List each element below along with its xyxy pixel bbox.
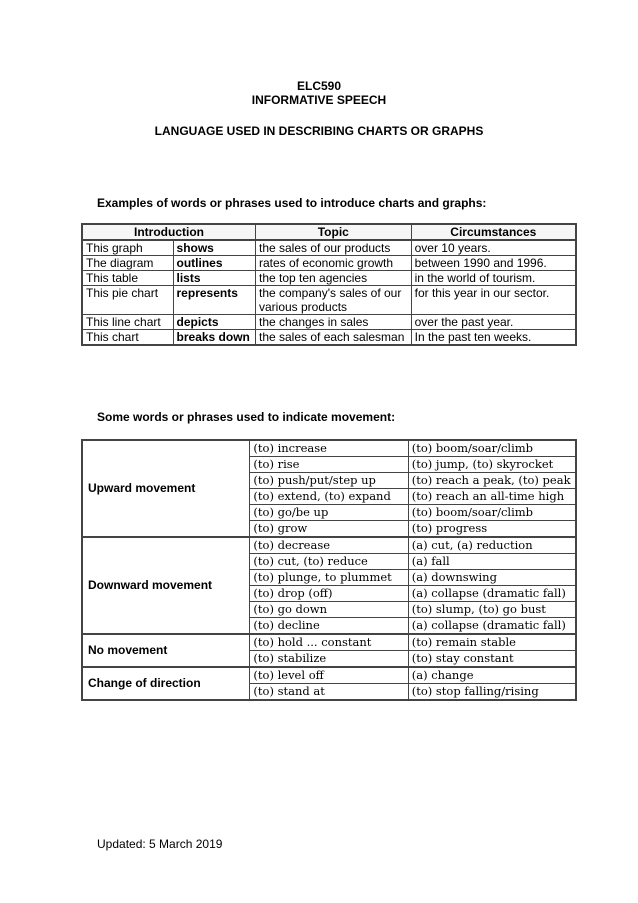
movement-term: (to) boom/soar/climb xyxy=(408,440,576,457)
movement-category-label: No movement xyxy=(82,634,250,667)
table-row xyxy=(82,256,576,271)
table-row xyxy=(82,240,576,256)
intro-verb-cell: shows xyxy=(173,240,255,256)
movement-term: (to) stabilize xyxy=(250,651,408,668)
intro-table xyxy=(81,223,577,346)
movement-term: (to) slump, (to) go bust xyxy=(408,602,576,618)
movement-term: (to) rise xyxy=(250,457,408,473)
intro-topic-cell: rates of economic growth xyxy=(255,256,411,271)
intro-table-header-row xyxy=(82,224,576,240)
column-header-circumstances: Circumstances xyxy=(411,224,576,240)
intro-circumstance-cell: for this year in our sector. xyxy=(411,286,576,315)
document-title: LANGUAGE USED IN DESCRIBING CHARTS OR GRAPHS xyxy=(154,124,484,138)
table-row xyxy=(82,634,576,651)
movement-term: (to) decrease xyxy=(250,537,408,554)
intro-topic-cell: the sales of each salesman xyxy=(255,330,411,346)
movement-term: (to) progress xyxy=(408,521,576,538)
movement-category-label: Change of direction xyxy=(82,667,250,700)
intro-verb-cell: depicts xyxy=(173,315,255,330)
intro-topic-cell: the sales of our products xyxy=(255,240,411,256)
movement-term: (to) push/put/step up xyxy=(250,473,408,489)
intro-verb-cell: breaks down xyxy=(173,330,255,346)
movement-term: (to) plunge, to plummet xyxy=(250,570,408,586)
movement-term: (to) go/be up xyxy=(250,505,408,521)
intro-verb-cell: lists xyxy=(173,271,255,286)
movement-term: (to) drop (off) xyxy=(250,586,408,602)
movement-term: (to) remain stable xyxy=(408,634,576,651)
movement-term: (to) stay constant xyxy=(408,651,576,668)
movement-term: (to) boom/soar/climb xyxy=(408,505,576,521)
movement-term: (to) jump, (to) skyrocket xyxy=(408,457,576,473)
intro-topic-cell: the company's sales of our various products xyxy=(255,286,411,315)
movement-term: (to) cut, (to) reduce xyxy=(250,554,408,570)
intro-circumstance-cell: In the past ten weeks. xyxy=(411,330,576,346)
intro-topic-cell: the top ten agencies xyxy=(255,271,411,286)
intro-subject-cell: This chart xyxy=(82,330,173,346)
course-code: ELC590 xyxy=(296,79,342,93)
table-row xyxy=(82,315,576,330)
table-row xyxy=(82,330,576,346)
movement-table xyxy=(81,439,577,701)
column-header-topic: Topic xyxy=(255,224,411,240)
table-row xyxy=(82,286,576,315)
movement-term: (to) reach an all-time high xyxy=(408,489,576,505)
intro-section-heading: Examples of words or phrases used to introduce charts and graphs: xyxy=(97,196,487,210)
movement-term: (a) fall xyxy=(408,554,576,570)
movement-term: (to) stop falling/rising xyxy=(408,684,576,701)
movement-category-label: Downward movement xyxy=(82,537,250,634)
movement-term: (a) collapse (dramatic fall) xyxy=(408,586,576,602)
intro-subject-cell: This graph xyxy=(82,240,173,256)
movement-term: (a) change xyxy=(408,667,576,684)
table-row xyxy=(82,440,576,457)
intro-subject-cell: This line chart xyxy=(82,315,173,330)
movement-term: (to) reach a peak, (to) peak xyxy=(408,473,576,489)
movement-term: (to) hold ... constant xyxy=(250,634,408,651)
intro-circumstance-cell: over 10 years. xyxy=(411,240,576,256)
intro-circumstance-cell: in the world of tourism. xyxy=(411,271,576,286)
movement-term: (to) increase xyxy=(250,440,408,457)
movement-category-label: Upward movement xyxy=(82,440,250,537)
intro-circumstance-cell: between 1990 and 1996. xyxy=(411,256,576,271)
movement-term: (to) decline xyxy=(250,618,408,635)
intro-subject-cell: This table xyxy=(82,271,173,286)
movement-term: (a) downswing xyxy=(408,570,576,586)
intro-topic-cell: the changes in sales xyxy=(255,315,411,330)
movement-term: (to) level off xyxy=(250,667,408,684)
movement-term: (to) stand at xyxy=(250,684,408,701)
table-row xyxy=(82,537,576,554)
updated-date: Updated: 5 March 2019 xyxy=(97,837,223,851)
intro-verb-cell: represents xyxy=(173,286,255,315)
document-subtitle: INFORMATIVE SPEECH xyxy=(251,93,387,107)
movement-term: (to) grow xyxy=(250,521,408,538)
movement-term: (to) extend, (to) expand xyxy=(250,489,408,505)
intro-subject-cell: The diagram xyxy=(82,256,173,271)
table-row xyxy=(82,271,576,286)
movement-term: (a) collapse (dramatic fall) xyxy=(408,618,576,635)
movement-term: (to) go down xyxy=(250,602,408,618)
movement-term: (a) cut, (a) reduction xyxy=(408,537,576,554)
intro-circumstance-cell: over the past year. xyxy=(411,315,576,330)
intro-subject-cell: This pie chart xyxy=(82,286,173,315)
intro-verb-cell: outlines xyxy=(173,256,255,271)
movement-section-heading: Some words or phrases used to indicate movement: xyxy=(97,410,396,424)
table-row xyxy=(82,667,576,684)
column-header-introduction: Introduction xyxy=(82,224,255,240)
